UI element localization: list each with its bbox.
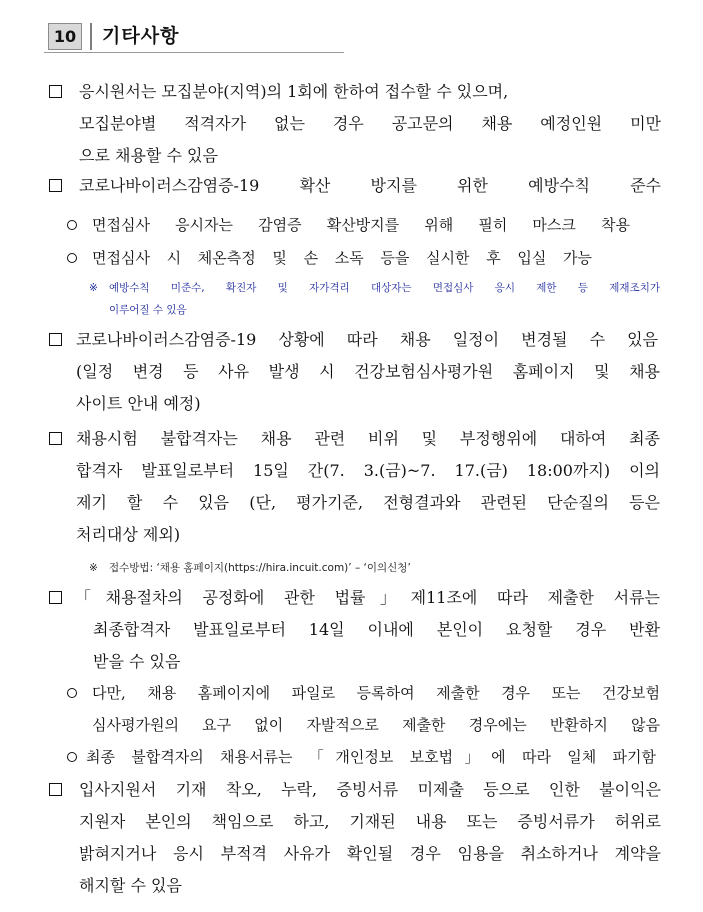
note-text-line: 이루어질 수 있음 [109,304,187,316]
item-text-line: 지원자 본인의 책임으로 하고, 기재된 내용 또는 증빙서류가 허위로 [79,812,661,831]
section-header [44,19,344,53]
square-bullet-icon [49,423,62,455]
circle-bullet-icon [67,677,77,709]
note-mark: ※ [89,282,98,294]
item-text-line: 코로나바이러스감염증-19 확산 방지를 위한 예방수칙 준수 [79,176,661,195]
item-text-line: 모집분야별 적격자가 없는 경우 공고문의 채용 예정인원 미만 [79,114,661,133]
circle-bullet-icon [67,242,77,274]
item-text-line: 「채용절차의 공정화에 관한 법률」제11조에 따라 제출한 서류는 [75,588,660,607]
square-bullet-icon [49,774,62,806]
sub-item-text: 면접심사 응시자는 감염증 확산방지를 위해 필히 마스크 착용 [92,216,630,234]
header-divider [90,23,92,50]
square-bullet-icon [49,76,62,108]
item-text-line: 제기 할 수 있음 (단, 평가기준, 전형결과와 관련된 단순질의 등은 [76,493,660,512]
square-bullet-icon [49,324,62,356]
square-bullet-icon [49,170,62,202]
item-text-line: 사이트 안내 예정) [76,394,201,413]
square-bullet-icon [49,582,62,614]
item-text-line: 해지할 수 있음 [79,876,182,895]
item-text-line: 코로나바이러스감염증-19 상황에 따라 채용 일정이 변경될 수 있음 [76,330,658,349]
item-text-line: 으로 채용할 수 있음 [79,146,218,165]
item-text-line: 채용시험 불합격자는 채용 관련 비위 및 부정행위에 대하여 최종 [76,429,660,448]
section-title: 기타사항 [102,25,180,47]
sub-item-text: 최종 불합격자의 채용서류는 「개인정보 보호법」에 따라 일체 파기함 [86,748,656,766]
circle-bullet-icon [67,741,77,773]
item-text-line: 입사지원서 기재 착오, 누락, 증빙서류 미제출 등으로 인한 불이익은 [79,780,661,799]
item-text-line: 밝혀지거나 응시 부적격 사유가 확인될 경우 임용을 취소하거나 계약을 [79,844,661,863]
sub-item-text: 다만, 채용 홈페이지에 파일로 등록하여 제출한 경우 또는 건강보험 [92,684,660,702]
item-text-line: 최종합격자 발표일로부터 14일 이내에 본인이 요청할 경우 반환 [93,620,660,639]
note-mark: ※ [89,562,98,574]
item-text-line: (일정 변경 등 사유 발생 시 건강보험심사평가원 홈페이지 및 채용 [76,362,660,381]
item-text-line: 합격자 발표일로부터 15일 간(7. 3.(금)~7. 17.(금) 18:00까지) 이의 [76,461,660,480]
note-text-line: 예방수칙 미준수, 확진자 및 자가격리 대상자는 면접심사 응시 제한 등 제재조치가 [109,282,660,294]
sub-item-text: 면접심사 시 체온측정 및 손 소독 등을 실시한 후 입실 가능 [92,249,592,267]
item-text-line: 응시원서는 모집분야(지역)의 1회에 한하여 접수할 수 있으며, [79,82,509,101]
sub-item-text: 심사평가원의 요구 없이 자발적으로 제출한 경우에는 반환하지 않음 [92,716,660,734]
section-number: 10 [48,23,82,50]
item-text-line: 처리대상 제외) [76,525,181,544]
note-text: 접수방법: ‘채용 홈페이지(https://hira.incuit.com)’ – ‘이의신청’ [109,562,411,574]
circle-bullet-icon [67,209,77,241]
item-text-line: 받을 수 있음 [93,652,181,671]
